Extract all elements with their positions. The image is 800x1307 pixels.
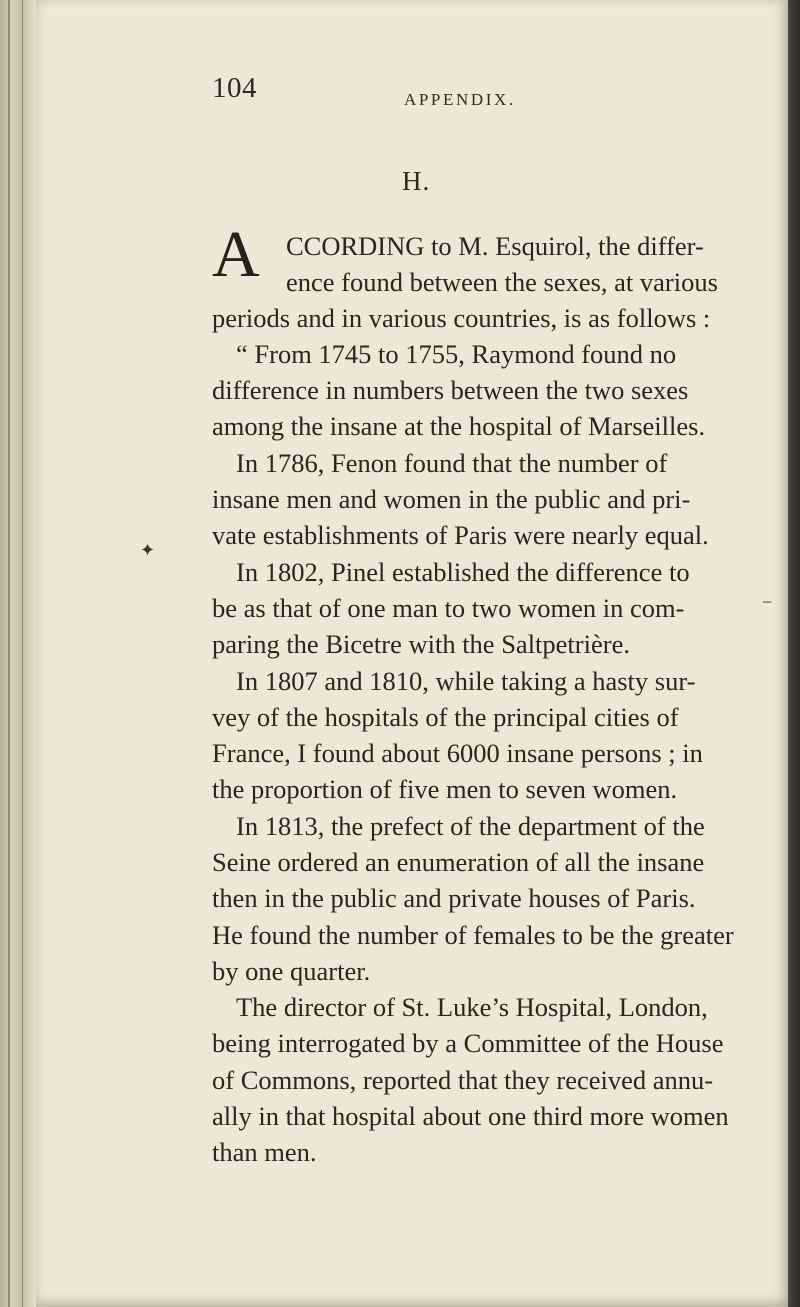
text-line: He found the number of females to be the greater xyxy=(212,920,734,950)
text-line: periods and in various countries, is as follows : xyxy=(212,303,711,333)
text-line: ence found between the sexes, at various xyxy=(286,267,718,297)
text-line: vey of the hospitals of the principal cities of xyxy=(212,702,679,732)
binding-stitch-line xyxy=(8,0,10,1307)
text-line: difference in numbers between the two sexes xyxy=(212,375,689,405)
text-line: France, I found about 6000 insane persons ; in xyxy=(212,738,703,768)
ink-fleck: ✦ xyxy=(140,540,156,560)
text-line: than men. xyxy=(212,1137,317,1167)
text-line: among the insane at the hospital of Marseilles. xyxy=(212,411,706,441)
text-line: In 1807 and 1810, while taking a hasty sur- xyxy=(236,666,696,696)
text-line: vate establishments of Paris were nearly equal. xyxy=(212,520,709,550)
page-edge-shadow xyxy=(788,0,800,1307)
text-line: In 1802, Pinel established the difference to xyxy=(236,557,690,587)
text-line: Seine ordered an enumeration of all the insane xyxy=(212,847,705,877)
text-line: In 1813, the prefect of the department of the xyxy=(236,811,705,841)
book-binding xyxy=(0,0,36,1307)
section-heading: H. xyxy=(402,166,431,196)
text-line: being interrogated by a Committee of the House xyxy=(212,1028,724,1058)
text-line: of Commons, reported that they received annu- xyxy=(212,1065,714,1095)
text-line: “ From 1745 to 1755, Raymond found no xyxy=(236,339,677,369)
running-head: APPENDIX. xyxy=(404,90,516,109)
text-line: by one quarter. xyxy=(212,956,371,986)
text-line: paring the Bicetre with the Saltpetrière. xyxy=(212,629,630,659)
text-line: ally in that hospital about one third more women xyxy=(212,1101,729,1131)
ink-fleck: − xyxy=(762,592,773,612)
text-line: insane men and women in the public and pri- xyxy=(212,484,691,514)
text-line: then in the public and private houses of Paris. xyxy=(212,883,696,913)
page-number: 104 xyxy=(212,72,257,104)
text-line: the proportion of five men to seven women. xyxy=(212,774,678,804)
drop-cap-letter: A xyxy=(212,218,260,291)
binding-stitch-line xyxy=(22,0,23,1307)
text-line: In 1786, Fenon found that the number of xyxy=(236,448,668,478)
text-line: The director of St. Luke’s Hospital, London, xyxy=(236,992,708,1022)
text-line: be as that of one man to two women in com- xyxy=(212,593,685,623)
text-line: CCORDING to M. Esquirol, the differ- xyxy=(286,231,704,261)
